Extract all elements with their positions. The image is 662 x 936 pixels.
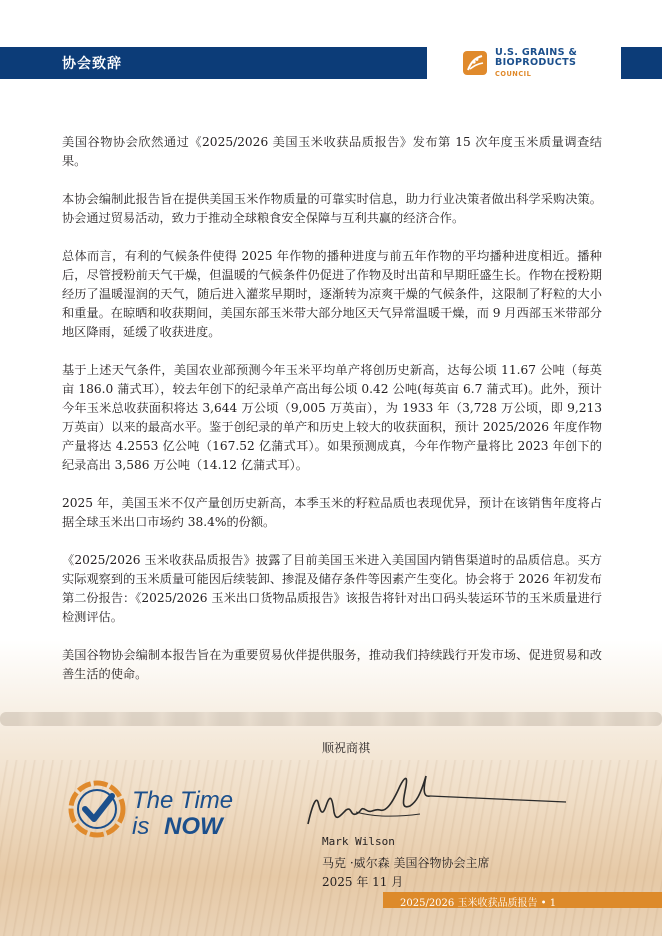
paragraph: 总体而言，有利的气候条件使得 2025 年作物的播种进度与前五年作物的平均播种进度相近。播种后，尽管授粉前天气干燥，但温暖的气候条件仍促进了作物及时出苗和早期旺盛生长。作物在授粉期经历了温暖湿润的天气，随后进入灌浆早期时，逐渐转为凉爽干燥的气候条件，这限制了籽粒的大小和重量。在晾晒和收获期间，美国东部玉米带大部分地区天气异常温暖干燥，而 9 月西部玉米带部分地区降雨，延缓了收获进度。 — [62, 249, 602, 339]
letter-date: 2025 年 11 月 — [322, 875, 404, 889]
signer-name-title: 马克 ·威尔森 美国谷物协会主席 — [322, 856, 490, 870]
paragraph: 美国谷物协会编制本报告旨在为重要贸易伙伴提供服务，推动我们持续践行开发市场、促进贸易和改善生活的使命。 — [62, 648, 602, 681]
logo-line-1: U.S. GRAINS & — [495, 47, 578, 58]
signer-name-english: Mark Wilson — [322, 835, 395, 848]
footer-page-label: 2025/2026 玉米收获品质报告 • 1 — [400, 898, 557, 909]
paragraph: 《2025/2026 玉米收获品质报告》披露了目前美国玉米进入美国国内销售渠道时的品质信息。买方实际观察到的玉米质量可能因后续装卸、掺混及储存条件等因素产生变化。协会将于 2026 年初发布第二份报告：《2025/2026 玉米出口货物品质报告》该报告将针对出口码头装运环节的玉米质量进行检测评估。 — [62, 553, 602, 624]
paragraph: 2025 年，美国玉米不仅产量创历史新高，本季玉米的籽粒品质也表现优异，预计在该销售年度将占据全球玉米出口市场约 38.4%的份额。 — [62, 496, 602, 529]
paragraph: 基于上述天气条件，美国农业部预测今年玉米平均单产将创历史新高，达每公顷 11.67 公吨（每英亩 186.0 蒲式耳），较去年创下的纪录单产高出每公顷 0.42 公吨(每英亩 6.7 蒲式耳)。此外，预计今年玉米总收获面积将达 3,644 万公顷（9,005 万英亩），为 1933 年（3,728 万公顷，即 9,213 万英亩）以来的最高水平。鉴于创纪录的单产和历史上较大的收获面积，预计 2025/2026 年度作物产量将达 4.2553 亿公吨（167.52 亿蒲式耳）。如果预测成真，今年作物产量将比 2023 年创下的纪录高出 3,586 万公吨（14.12 亿蒲式耳）。 — [62, 363, 602, 472]
tagline-line-2b: NOW — [164, 813, 223, 840]
tagline-line-2a: is — [132, 813, 150, 840]
header-accent-block — [621, 47, 662, 79]
the-time-is-now-logo — [66, 778, 266, 840]
treeline-background — [0, 712, 662, 726]
page-title: 协会致辞 — [62, 56, 122, 72]
handwritten-signature — [300, 766, 580, 836]
paragraph: 本协会编制此报告旨在提供美国玉米作物质量的可靠实时信息，助力行业决策者做出科学采购决策。协会通过贸易活动，致力于推动全球粮食安全保障与互利共赢的经济合作。 — [62, 192, 602, 225]
tagline-line-1: The Time — [132, 787, 234, 814]
grain-logo-icon — [462, 50, 488, 76]
logo-line-2: BIOPRODUCTS — [495, 57, 577, 68]
letter-body — [62, 133, 602, 703]
logo-line-3: COUNCIL — [495, 70, 532, 78]
usgc-logo — [462, 48, 612, 82]
logo-wordmark — [495, 48, 577, 68]
clock-check-icon — [71, 783, 123, 835]
closing-salutation: 顺祝商祺 — [322, 741, 371, 755]
paragraph: 美国谷物协会欣然通过《2025/2026 美国玉米收获品质报告》发布第 15 次年度玉米质量调查结果。 — [62, 135, 602, 168]
